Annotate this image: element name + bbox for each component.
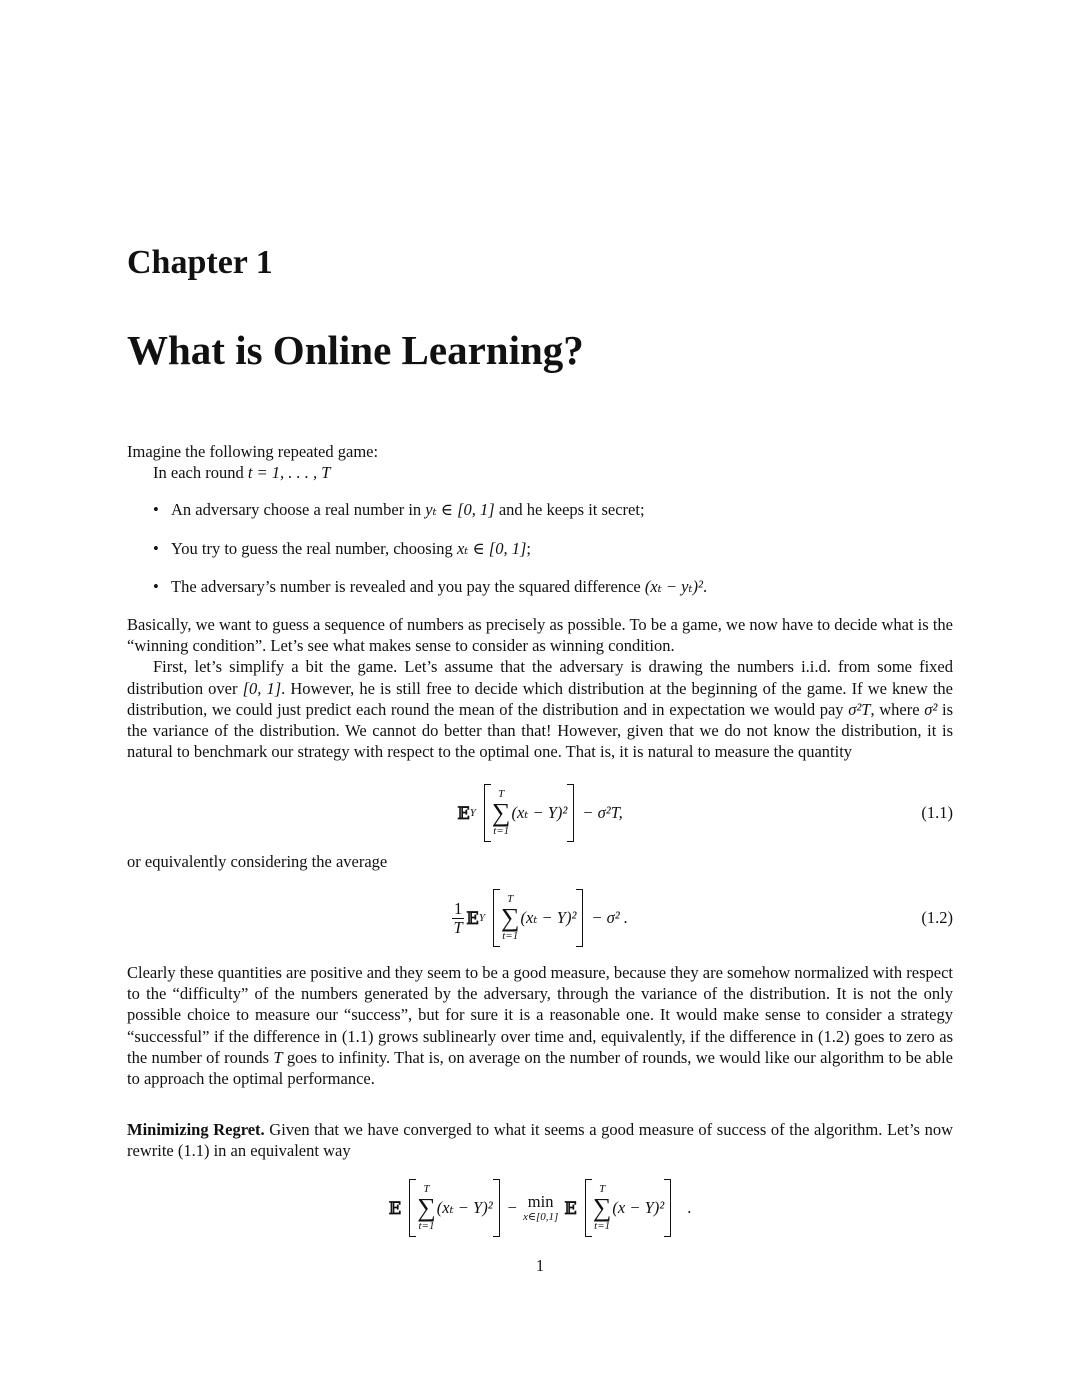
min-operator: min x∈[0,1] bbox=[522, 1191, 559, 1224]
equation-number: (1.1) bbox=[921, 803, 953, 822]
equation-1-2: $\frac{1}{T}$ 𝔼 Y T ∑ t=1 (xₜ − Y)² − σ² . (1.2) bbox=[127, 887, 953, 949]
intro-round-line: In each round t = 1, . . . , T bbox=[153, 463, 331, 483]
chapter-label: Chapter 1 bbox=[127, 244, 273, 281]
inline-math: xₜ ∈ [0, 1] bbox=[456, 538, 527, 558]
summation: T ∑ t=1 bbox=[417, 1183, 436, 1232]
list-item: • You try to guess the real number, choosing xₜ ∈ [0, 1]; bbox=[153, 538, 953, 559]
list-item: • The adversary’s number is revealed and you pay the squared difference (xₜ − yₜ)². bbox=[153, 576, 953, 597]
inline-math: [0, 1] bbox=[242, 678, 282, 698]
inline-math: σ² bbox=[924, 699, 938, 719]
inline-math: T bbox=[273, 1047, 283, 1067]
chapter-title: What is Online Learning? bbox=[127, 327, 584, 373]
game-steps-list bbox=[127, 499, 953, 597]
paragraph: Minimizing Regret. Given that we have converged to what it seems a good measure of success of the algorithm. Let’s now rewrite (1.1) in an equivalent way bbox=[127, 1120, 953, 1161]
intro-line: Imagine the following repeated game: bbox=[127, 442, 379, 461]
page-number: 1 bbox=[535, 1256, 545, 1275]
summation: T ∑ t=1 bbox=[491, 788, 511, 837]
inline-math: yₜ ∈ [0, 1] bbox=[425, 500, 495, 520]
intro-block bbox=[127, 441, 953, 614]
paragraph-heading: Minimizing Regret. bbox=[127, 1120, 265, 1139]
equation-number: (1.2) bbox=[921, 908, 953, 927]
body-paragraphs bbox=[127, 614, 953, 762]
inline-math: t = 1, . . . , T bbox=[247, 463, 331, 483]
inline-math: (xₜ − yₜ)² bbox=[644, 576, 703, 596]
fraction: $\frac{1}{T}$ bbox=[453, 899, 463, 937]
inline-math: σ²T bbox=[848, 699, 871, 719]
paragraph: Clearly these quantities are positive and they seem to be a good measure, because they are somehow normalized with respect to the “difficulty” of the numbers generated by the adversary, through the variance of the distribution. It is not the only possible choice to measure our “success”, but for sure it is a reasonable one. It would make sense to consider a strategy “successful” if the difference in (1.1) grows sublinearly over time and, equivalently, if the difference in (1.2) goes to zero as the number of rounds T goes to infinity. That is, on average on the number of rounds, we would like our algorithm to be able to approach the optimal performance. bbox=[127, 963, 953, 1089]
summation: T ∑ t=1 bbox=[592, 1183, 612, 1232]
paragraph: First, let’s simplify a bit the game. Let’s assume that the adversary is drawing the numbers i.i.d. from some fixed distribution over [0, 1]. However, he is still free to decide which distribution at the beginning of the game. If we knew the distribution, we could just predict each round the mean of the distribution and in expectation we would pay σ²T, where σ² is the variance of the distribution. We cannot do better than that! However, given that we do not know the distribution, it is natural to benchmark our strategy with respect to the optimal one. That is, it is natural to measure the quantity bbox=[127, 657, 954, 762]
list-item: • An adversary choose a real number in yₜ ∈ [0, 1] and he keeps it secret; bbox=[153, 499, 953, 520]
paragraph: Basically, we want to guess a sequence of numbers as precisely as possible. To be a game, we now have to decide what is the “winning condition”. Let’s see what makes sense to consider as winning condition. bbox=[127, 615, 953, 656]
equation-1-1: 𝔼 Y T ∑ t=1 (xₜ − Y)² − σ²T, (1.1) bbox=[127, 782, 953, 844]
summation: T ∑ t=1 bbox=[500, 893, 520, 942]
paragraph: or equivalently considering the average bbox=[127, 852, 388, 871]
regret-equation: 𝔼 T ∑ t=1 (xₜ − Y)² − min x∈[0,1] 𝔼 T ∑ t=1 (x − Y)² . bbox=[127, 1177, 953, 1239]
